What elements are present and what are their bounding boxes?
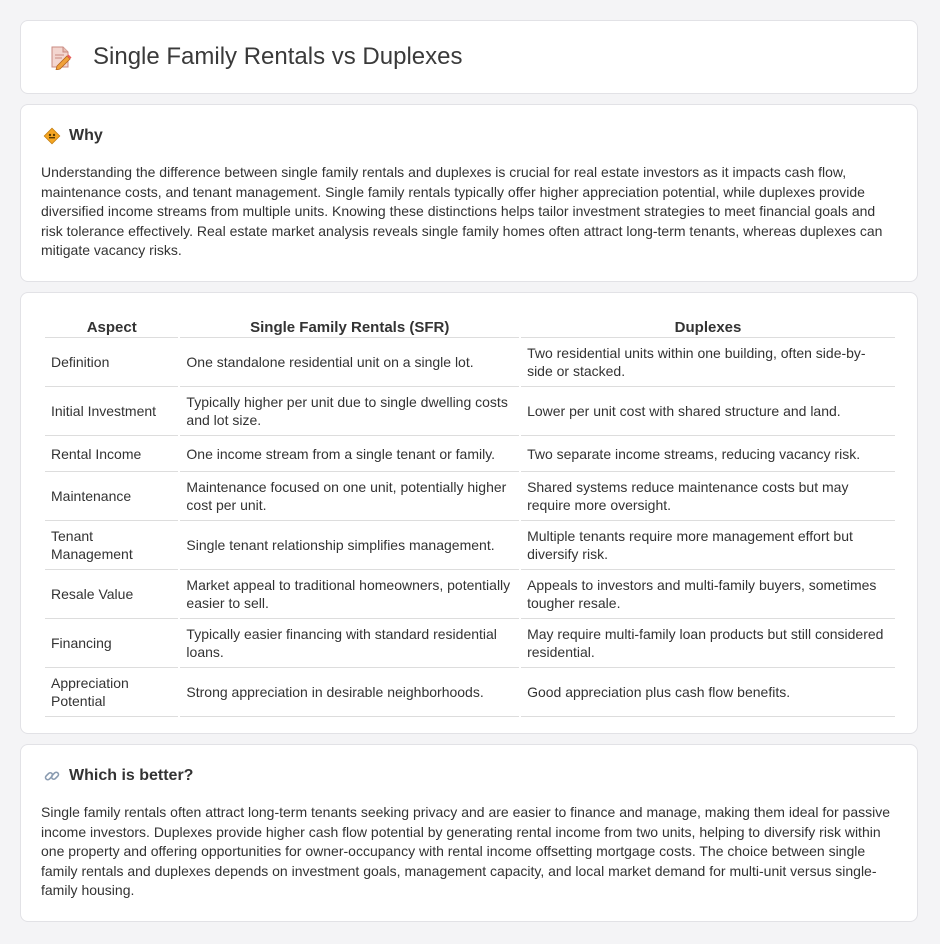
column-header-duplexes: Duplexes	[521, 317, 895, 338]
sfr-cell: Typically easier financing with standard residential loans.	[180, 619, 519, 668]
document-pencil-icon	[47, 44, 73, 70]
table-row	[45, 521, 895, 570]
sfr-cell: Typically higher per unit due to single dwelling costs and lot size.	[180, 387, 519, 436]
why-paragraph: Understanding the difference between single family rentals and duplexes is crucial for real estate investors as it impacts cash flow, maintenance costs, and tenant management. Single family rentals typically offer higher appreciation potential, while duplexes provide diversified income streams from multiple units. Knowing these distinctions helps tailor investment strategies to meet financial goals and risk tolerance effectively. Real estate market analysis reveals single family homes often attract long-term tenants, whereas duplexes can mitigate vacancy risks.	[41, 164, 883, 258]
aspect-cell: Definition	[45, 338, 178, 387]
table-row	[45, 668, 895, 717]
title-card	[20, 20, 918, 94]
sfr-cell: Maintenance focused on one unit, potentially higher cost per unit.	[180, 472, 519, 521]
duplex-cell: Good appreciation plus cash flow benefits.	[521, 668, 895, 717]
comparison-section	[20, 292, 918, 734]
duplex-cell: May require multi-family loan products but still considered residential.	[521, 619, 895, 668]
comparison-table	[43, 317, 897, 717]
section-title-which-is-better: Which is better?	[69, 767, 194, 784]
table-row	[45, 387, 895, 436]
aspect-cell: Resale Value	[45, 570, 178, 619]
column-header-aspect: Aspect	[45, 317, 178, 338]
duplex-cell: Lower per unit cost with shared structure and land.	[521, 387, 895, 436]
duplex-cell: Two residential units within one building, often side-by-side or stacked.	[521, 338, 895, 387]
sfr-cell: Strong appreciation in desirable neighborhoods.	[180, 668, 519, 717]
sfr-cell: Market appeal to traditional homeowners, potentially easier to sell.	[180, 570, 519, 619]
table-row	[45, 472, 895, 521]
column-header-sfr: Single Family Rentals (SFR)	[180, 317, 519, 338]
duplex-cell: Two separate income streams, reducing vacancy risk.	[521, 436, 895, 472]
section-title-why: Why	[69, 127, 103, 144]
page-title: Single Family Rentals vs Duplexes	[93, 43, 463, 70]
table-row	[45, 619, 895, 668]
table-row	[45, 436, 895, 472]
aspect-cell: Tenant Management	[45, 521, 178, 570]
which-is-better-section	[20, 744, 918, 922]
why-section	[20, 104, 918, 282]
aspect-cell: Rental Income	[45, 436, 178, 472]
aspect-cell: Financing	[45, 619, 178, 668]
duplex-cell: Appeals to investors and multi-family buyers, sometimes tougher resale.	[521, 570, 895, 619]
link-icon	[43, 767, 61, 785]
aspect-cell: Maintenance	[45, 472, 178, 521]
aspect-cell: Initial Investment	[45, 387, 178, 436]
duplex-cell: Shared systems reduce maintenance costs but may require more oversight.	[521, 472, 895, 521]
road-sign-icon	[43, 127, 61, 145]
sfr-cell: Single tenant relationship simplifies management.	[180, 521, 519, 570]
table-row	[45, 570, 895, 619]
sfr-cell: One income stream from a single tenant or family.	[180, 436, 519, 472]
table-header-row	[45, 317, 895, 338]
which-is-better-paragraph: Single family rentals often attract long-term tenants seeking privacy and are easier to finance and manage, making them ideal for passive income investors. Duplexes provide higher cash flow potential by generating rental income from two units, helping to diversify risk within one property and offering opportunities for owner-occupancy with rental income offsetting mortgage costs. The choice between single family rentals and duplexes depends on investment goals, management capacity, and local market demand for multi-unit versus single-family housing.	[41, 804, 891, 898]
sfr-cell: One standalone residential unit on a single lot.	[180, 338, 519, 387]
table-row	[45, 338, 895, 387]
duplex-cell: Multiple tenants require more management effort but diversify risk.	[521, 521, 895, 570]
aspect-cell: Appreciation Potential	[45, 668, 178, 717]
